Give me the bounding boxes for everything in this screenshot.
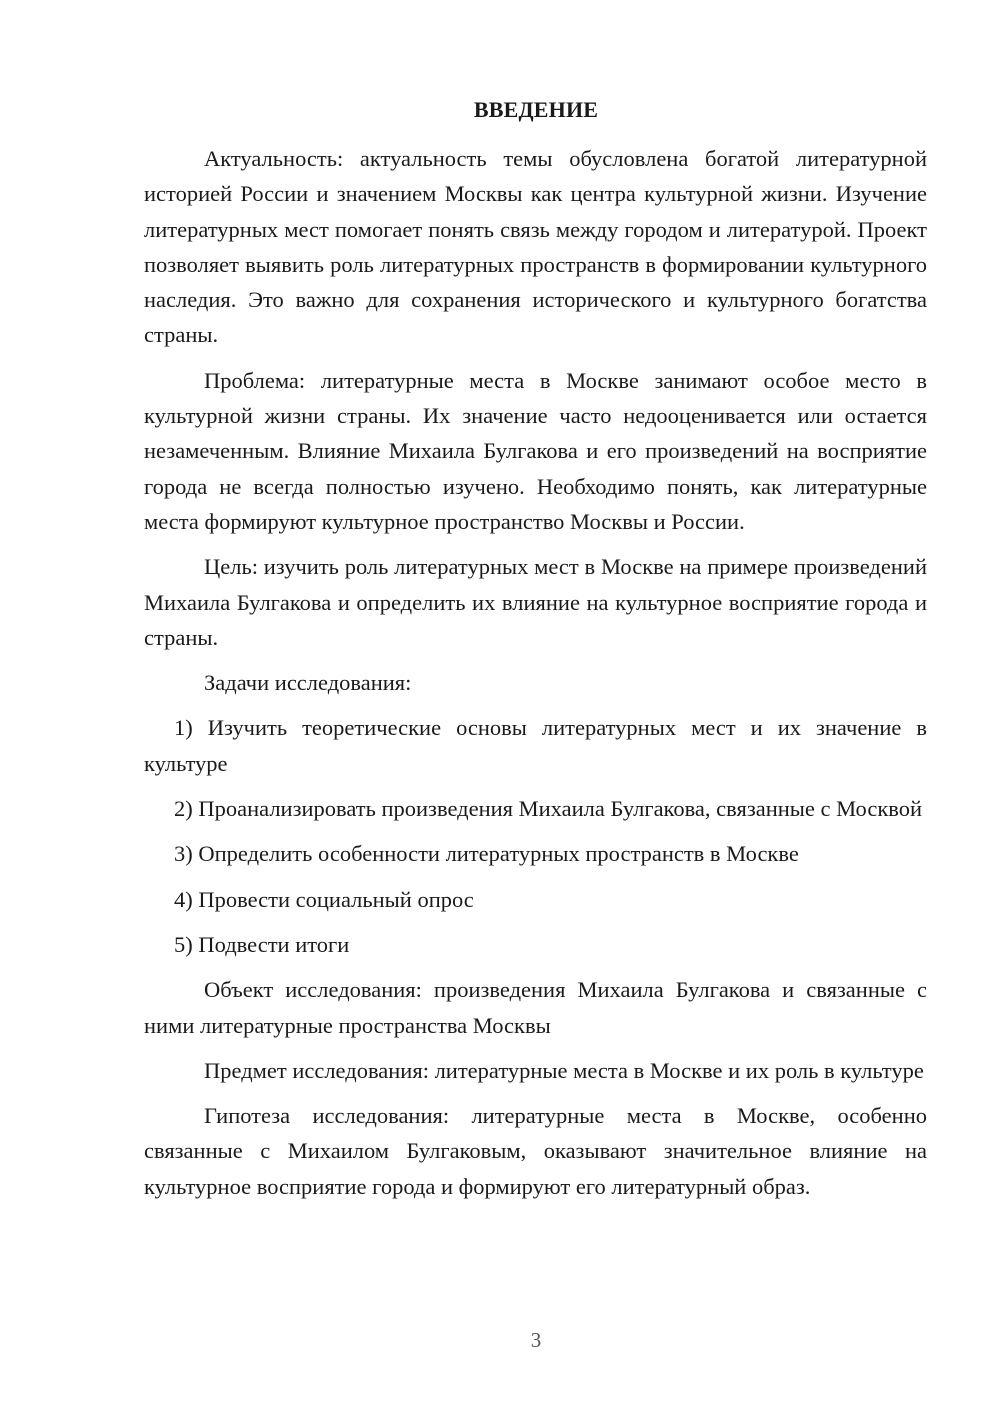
task-item: 1) Изучить теоретические основы литературных мест и их значение в культуре — [144, 715, 927, 776]
object-paragraph: Объект исследования: произведения Михаила Булгакова и связанные с ними литературные пространства Москвы — [144, 977, 927, 1038]
task-item: 4) Провести социальный опрос — [174, 886, 474, 912]
task-item: 2) Проанализировать произведения Михаила Булгакова, связанные с Москвой — [174, 796, 923, 822]
body-text — [144, 141, 927, 1214]
goal-paragraph: Цель: изучить роль литературных мест в Москве на примере произведений Михаила Булгакова и определить их влияние на культурное восприятие города и страны. — [144, 554, 927, 650]
section-title: ВВЕДЕНИЕ — [473, 97, 599, 122]
hypothesis-paragraph: Гипотеза исследования: литературные места в Москве, особенно связанные с Михаилом Булгаковым, оказывают значительное влияние на культурное восприятие города и формируют его литературный образ. — [144, 1103, 927, 1199]
page-number: 3 — [530, 1328, 542, 1352]
subject-paragraph: Предмет исследования: литературные места в Москве и их роль в культуре — [204, 1057, 924, 1083]
task-item: 3) Определить особенности литературных пространств в Москве — [174, 841, 799, 867]
relevance-paragraph: Актуальность: актуальность темы обусловлена богатой литературной историей России и значением Москвы как центра культурной жизни. Изучение литературных мест помогает понять связь между городом и литературой. Проект позволяет выявить роль литературных пространств в формировании культурного наследия. Это важно для сохранения исторического и культурного богатства страны. — [144, 146, 927, 348]
task-item: 5) Подвести итоги — [174, 931, 350, 957]
problem-paragraph: Проблема: литературные места в Москве занимают особое место в культурной жизни страны. Их значение часто недооценивается или остается незамеченным. Влияние Михаила Булгакова и его произведений на восприятие города не всегда полностью изучено. Необходимо понять, как литературные места формируют культурное пространство Москвы и России. — [144, 367, 927, 534]
tasks-heading: Задачи исследования: — [204, 670, 412, 696]
